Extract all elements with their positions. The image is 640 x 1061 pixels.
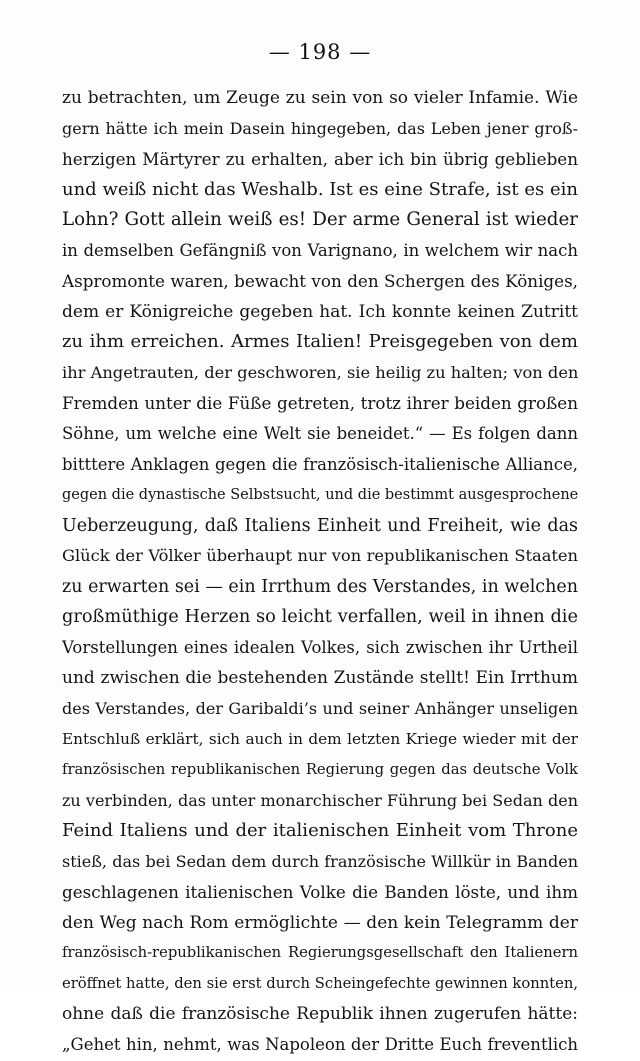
text-line: Ueberzeugung, daß Italiens Einheit und Freiheit, wie das bbox=[62, 515, 578, 536]
text-line: Entschluß erklärt, sich auch in dem letzten Kriege wieder mit der bbox=[62, 730, 578, 749]
page-number: — 198 — bbox=[268, 40, 372, 64]
text-line: in demselben Gefängniß von Varignano, in welchem wir nach bbox=[62, 240, 578, 260]
text-line: ohne daß die französische Republik ihnen zugerufen hätte: bbox=[62, 1004, 578, 1025]
text-line: gegen die dynastische Selbstsucht, und die bestimmt ausgesprochene bbox=[62, 487, 578, 504]
text-line: und weiß nicht das Weshalb. Ist es eine Strafe, ist es ein bbox=[62, 178, 578, 200]
text-line: bitttere Anklagen gegen die französisch-italienische Alliance, bbox=[62, 454, 578, 474]
text-line: Fremden unter die Füße getreten, trotz ihrer beiden großen bbox=[62, 393, 578, 414]
text-line: des Verstandes, der Garibaldi’s und seiner Anhänger unseligen bbox=[62, 698, 578, 718]
text-line: herzigen Märtyrer zu erhalten, aber ich bin übrig geblieben bbox=[62, 149, 578, 170]
text-line: französisch-republikanischen Regierungsgesellschaft den Italienern bbox=[62, 944, 578, 962]
text-line: Feind Italiens und der italienischen Einheit vom Throne bbox=[62, 820, 578, 842]
text-line: zu ihm erreichen. Armes Italien! Preisgegeben von dem bbox=[62, 331, 578, 353]
text-line: Glück der Völker überhaupt nur von republikanischen Staaten bbox=[62, 546, 578, 566]
body-text bbox=[62, 83, 578, 1061]
text-line: Vorstellungen eines idealen Volkes, sich zwischen ihr Urtheil bbox=[62, 637, 578, 657]
text-line: ihr Angetrauten, der geschworen, sie heilig zu halten; von den bbox=[62, 362, 578, 382]
text-line: eröffnet hatte, den sie erst durch Scheingefechte gewinnen konnten, bbox=[62, 974, 578, 992]
text-line: geschlagenen italienischen Volke die Banden löste, und ihm bbox=[62, 882, 578, 903]
text-line: gern hätte ich mein Dasein hingegeben, das Leben jener groß- bbox=[62, 118, 578, 138]
text-line: und zwischen die bestehenden Zustände stellt! Ein Irrthum bbox=[62, 668, 578, 689]
text-line: zu verbinden, das unter monarchischer Führung bei Sedan den bbox=[62, 790, 578, 810]
text-line: Lohn? Gott allein weiß es! Der arme General ist wieder bbox=[62, 209, 578, 231]
text-line: Aspromonte waren, bewacht von den Schergen des Königes, bbox=[62, 271, 578, 292]
text-line: großmüthige Herzen so leicht verfallen, weil in ihnen die bbox=[62, 607, 578, 628]
text-line: dem er Königreiche gegeben hat. Ich konnte keinen Zutritt bbox=[62, 301, 578, 322]
text-line: „Gehet hin, nehmt, was Napoleon der Dritte Euch freventlich bbox=[62, 1034, 578, 1054]
text-line: zu erwarten sei — ein Irrthum des Verstandes, in welchen bbox=[62, 576, 578, 597]
text-line: französischen republikanischen Regierung gegen das deutsche Volk bbox=[62, 761, 578, 779]
text-line: den Weg nach Rom ermöglichte — den kein Telegramm der bbox=[62, 912, 578, 933]
text-line: zu betrachten, um Zeuge zu sein von so vieler Infamie. Wie bbox=[62, 88, 578, 108]
text-line: stieß, das bei Sedan dem durch französische Willkür in Banden bbox=[62, 851, 578, 871]
text-line: Söhne, um welche eine Welt sie beneidet.“ — Es folgen dann bbox=[62, 424, 578, 444]
